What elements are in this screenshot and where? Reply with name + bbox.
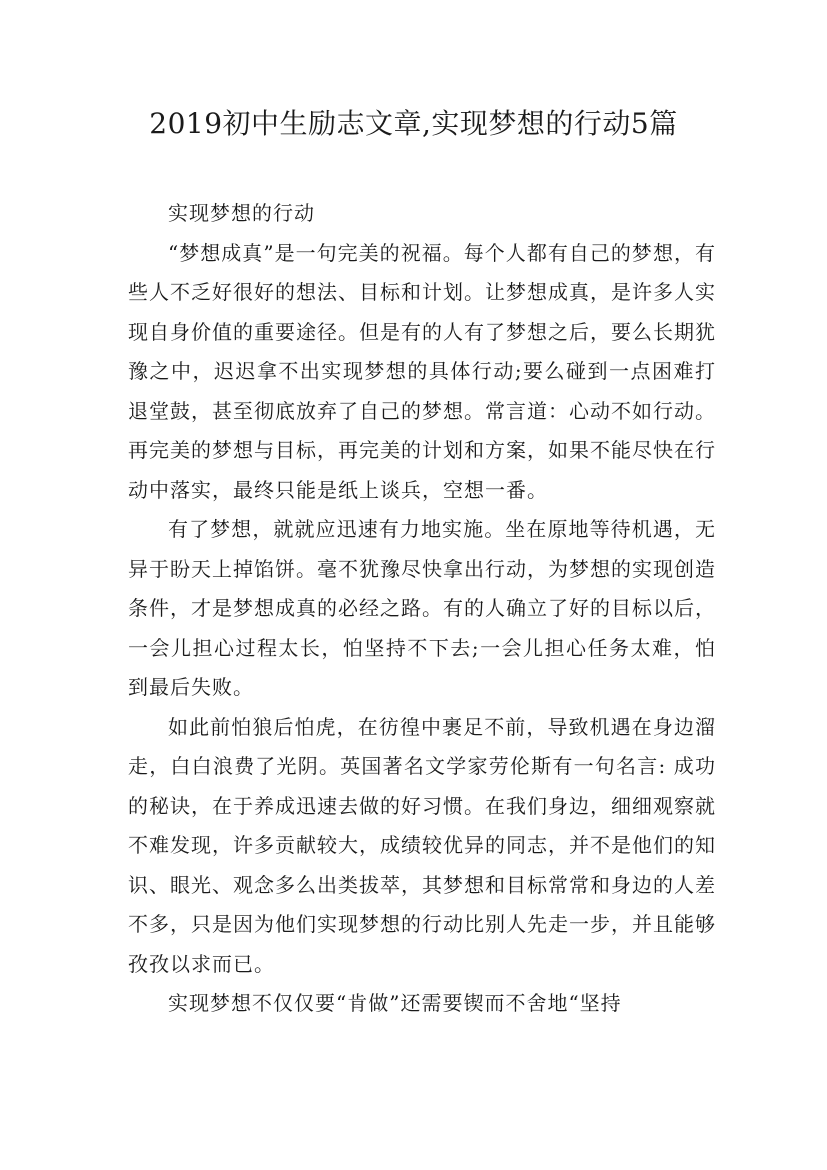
document-title: 2019初中生励志文章,实现梦想的行动5篇 bbox=[149, 107, 678, 140]
body-paragraph: 如此前怕狼后怕虎，在彷徨中裹足不前，导致机遇在身边溜走，白白浪费了光阴。英国著名文学家劳伦斯有一句名言: 成功的秘诀，在于养成迅速去做的好习惯。在我们身边，细细观察就不难发现，许多贡献较大，成绩较优异的同志，并不是他们的知识、眼光、观念多么出类拔萃，其梦想和目标常常和身边的人差不多，只是因为他们实现梦想的行动比别人先走一步，并且能够孜孜以求而已。 bbox=[128, 714, 716, 976]
body-paragraph: “梦想成真”是一句完美的祝福。每个人都有自己的梦想，有些人不乏好很好的想法、目标和计划。让梦想成真，是许多人实现自身价值的重要途径。但是有的人有了梦想之后，要么长期犹豫之中，迟迟拿不出实现梦想的具体行动;要么碰到一点困难打退堂鼓，甚至彻底放弃了自己的梦想。常言道：心动不如行动。再完美的梦想与目标，再完美的计划和方案，如果不能尽快在行动中落实，最终只能是纸上谈兵，空想一番。 bbox=[128, 240, 716, 502]
document-body bbox=[128, 194, 716, 1024]
body-paragraph: 有了梦想，就就应迅速有力地实施。坐在原地等待机遇，无异于盼天上掉馅饼。毫不犹豫尽快拿出行动，为梦想的实现创造条件，才是梦想成真的必经之路。有的人确立了好的目标以后，一会儿担心过程太长，怕坚持不下去;一会儿担心任务太难，怕到最后失败。 bbox=[128, 517, 716, 699]
section-heading: 实现梦想的行动 bbox=[168, 201, 315, 225]
body-paragraph: 实现梦想不仅仅要“肯做”还需要锲而不舍地“坚持 bbox=[168, 991, 622, 1015]
